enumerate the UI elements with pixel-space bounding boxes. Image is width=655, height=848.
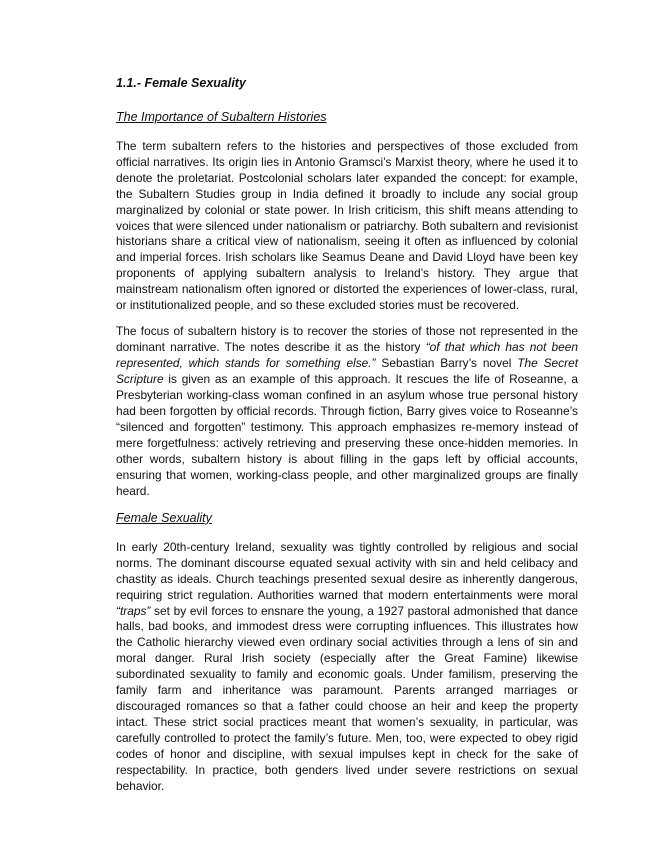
novel-title: The Secret Scripture <box>116 356 578 387</box>
female-sexuality-paragraph <box>116 540 578 795</box>
quoted-definition: “of that which has not been represented, which stands for something else.” <box>116 340 578 371</box>
female-sexuality-heading: Female Sexuality <box>116 510 212 525</box>
subaltern-heading: The Importance of Subaltern Histories <box>116 110 327 124</box>
section-title: 1.1.- Female Sexuality <box>116 76 246 90</box>
subaltern-paragraph-2 <box>116 324 578 499</box>
traps-term: “traps” <box>116 603 151 618</box>
text-run: Sebastian Barry’s novel <box>375 356 518 371</box>
text-run: The focus of subaltern history is to recover the stories of those not represented in the dominant narrative. The notes describe it as the history <box>116 324 578 355</box>
text-run: set by evil forces to ensnare the young, a 1927 pastoral admonished that dance halls, bad books, and immodest dress were corrupting influences. This illustrates how the Catholic hierarchy viewed even ordinary social activities through a lens of sin and moral danger. Rural Irish society (especially after the Great Famine) likewise subordinated sexuality to family and economic goals. Under familism, preserving the family farm and inheritance was paramount. Parents arranged marriages or discouraged romances so that a father could choose an heir and keep the property intact. These strict social practices meant that women’s sexuality, in particular, was carefully controlled to protect the family’s future. Men, too, were expected to obey rigid codes of honor and discipline, with sexual impulses kept in check for the sake of respectability. In practice, both genders lived under severe restrictions on sexual behavior. <box>116 603 578 793</box>
text-run: is given as an example of this approach. It rescues the life of Roseanne, a Presbyterian working-class woman confined in an asylum whose true personal history had been forgotten by official records. Through fiction, Barry gives voice to Roseanne’s “silenced and forgotten” testimony. This approach emphasizes re-memory instead of mere forgetfulness: actively retrieving and preserving these once-hidden memories. In other words, subaltern history is about filling in the gaps left by official accounts, ensuring that women, working-class people, and other marginalized groups are finally heard. <box>116 372 578 498</box>
text-run: In early 20th-century Ireland, sexuality was tightly controlled by religious and social norms. The dominant discourse equated sexual activity with sin and held celibacy and chastity as ideals. Church teachings presented sexual desire as inherently dangerous, requiring strict regulation. Authorities warned that modern entertainments were moral <box>116 539 578 602</box>
subaltern-paragraph-1: The term subaltern refers to the histories and perspectives of those excluded from official narratives. Its origin lies in Antonio Gramsci’s Marxist theory, where he used it to denote the proletariat. Postcolonial scholars later expanded the concept: for example, the Subaltern Studies group in India defined it broadly to include any social group marginalized by colonial or state power. In Irish criticism, this shift means attending to voices that were silenced under nationalism or patriarchy. Both subaltern and revisionist historians share a critical view of nationalism, seeing it often as influenced by colonial and imperial forces. Irish scholars like Seamus Deane and David Lloyd have been key proponents of applying subaltern analysis to Ireland’s history. They argue that mainstream nationalism often ignored or distorted the experiences of lower-class, rural, or institutionalized people, and so these excluded stories must be recovered. <box>116 139 578 313</box>
